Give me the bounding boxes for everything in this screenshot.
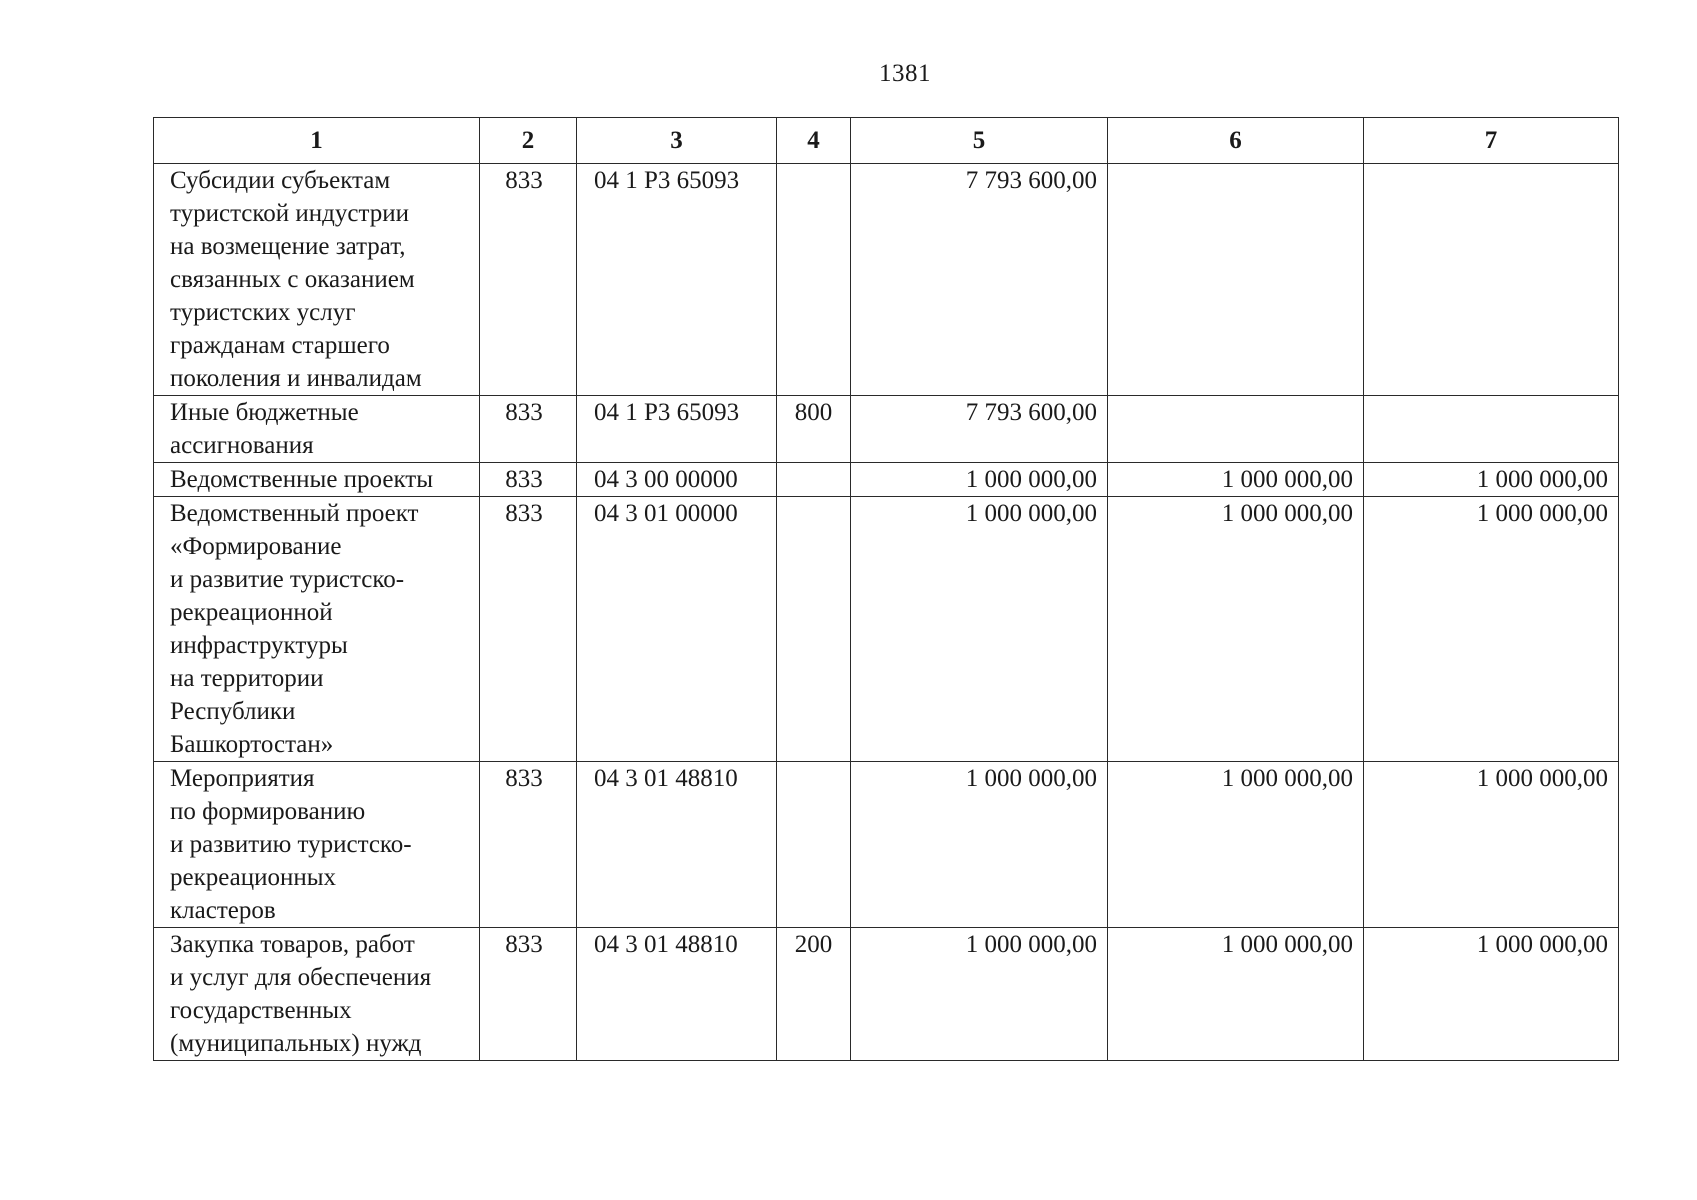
target-article-code: 04 1 Р3 65093 bbox=[577, 164, 777, 396]
row-name-line: туристских услуг bbox=[170, 299, 356, 326]
target-article-code: 04 1 Р3 65093 bbox=[577, 396, 777, 463]
amount-col-6 bbox=[1108, 396, 1364, 463]
target-article-code: 04 3 00 00000 bbox=[577, 463, 777, 497]
table-row bbox=[154, 762, 1619, 928]
amount-col-5: 1 000 000,00 bbox=[851, 497, 1108, 762]
page-number: 1381 bbox=[879, 60, 931, 87]
row-name-line: кластеров bbox=[170, 897, 276, 924]
table-row bbox=[154, 497, 1619, 762]
amount-col-5: 1 000 000,00 bbox=[851, 463, 1108, 497]
expense-type-code bbox=[777, 497, 851, 762]
ministry-code: 833 bbox=[480, 497, 577, 762]
expense-type-code bbox=[777, 762, 851, 928]
row-name bbox=[154, 497, 480, 762]
table-header bbox=[154, 118, 1619, 164]
column-header: 2 bbox=[480, 118, 577, 164]
row-name-line: Закупка товаров, работ bbox=[170, 931, 415, 958]
amount-col-5: 7 793 600,00 bbox=[851, 396, 1108, 463]
row-name-line: по формированию bbox=[170, 798, 366, 825]
row-name-line: Субсидии субъектам bbox=[170, 167, 391, 194]
expense-type-code: 200 bbox=[777, 928, 851, 1061]
row-name-line: туристской индустрии bbox=[170, 200, 409, 227]
amount-col-7: 1 000 000,00 bbox=[1364, 463, 1619, 497]
column-header: 6 bbox=[1108, 118, 1364, 164]
amount-col-7 bbox=[1364, 164, 1619, 396]
amount-col-6: 1 000 000,00 bbox=[1108, 463, 1364, 497]
row-name-line: Ведомственный проект bbox=[170, 500, 419, 527]
expense-type-code bbox=[777, 164, 851, 396]
row-name-line: ассигнования bbox=[170, 432, 314, 459]
row-name-line: и развитию туристско- bbox=[170, 831, 412, 858]
row-name bbox=[154, 762, 480, 928]
amount-col-7 bbox=[1364, 396, 1619, 463]
expense-type-code bbox=[777, 463, 851, 497]
ministry-code: 833 bbox=[480, 164, 577, 396]
amount-col-5: 1 000 000,00 bbox=[851, 928, 1108, 1061]
target-article-code: 04 3 01 00000 bbox=[577, 497, 777, 762]
row-name-line: связанных с оказанием bbox=[170, 266, 415, 293]
row-name-line: поколения и инвалидам bbox=[170, 365, 422, 392]
table-row bbox=[154, 928, 1619, 1061]
row-name bbox=[154, 396, 480, 463]
amount-col-6 bbox=[1108, 164, 1364, 396]
row-name-line: Республики bbox=[170, 698, 296, 725]
ministry-code: 833 bbox=[480, 762, 577, 928]
row-name-line: Ведомственные проекты bbox=[170, 466, 434, 493]
amount-col-5: 7 793 600,00 bbox=[851, 164, 1108, 396]
column-header: 1 bbox=[154, 118, 480, 164]
row-name-line: рекреационной bbox=[170, 599, 333, 626]
table-row bbox=[154, 463, 1619, 497]
amount-col-7: 1 000 000,00 bbox=[1364, 497, 1619, 762]
row-name bbox=[154, 928, 480, 1061]
amount-col-7: 1 000 000,00 bbox=[1364, 928, 1619, 1061]
amount-col-6: 1 000 000,00 bbox=[1108, 762, 1364, 928]
row-name bbox=[154, 463, 480, 497]
table-body bbox=[154, 164, 1619, 1061]
ministry-code: 833 bbox=[480, 463, 577, 497]
table-row bbox=[154, 164, 1619, 396]
amount-col-5: 1 000 000,00 bbox=[851, 762, 1108, 928]
amount-col-7: 1 000 000,00 bbox=[1364, 762, 1619, 928]
target-article-code: 04 3 01 48810 bbox=[577, 762, 777, 928]
row-name-line: гражданам старшего bbox=[170, 332, 390, 359]
row-name-line: Иные бюджетные bbox=[170, 399, 359, 426]
amount-col-6: 1 000 000,00 bbox=[1108, 497, 1364, 762]
column-header: 7 bbox=[1364, 118, 1619, 164]
budget-table bbox=[153, 117, 1619, 1061]
row-name-line: и развитие туристско- bbox=[170, 566, 405, 593]
column-header: 4 bbox=[777, 118, 851, 164]
target-article-code: 04 3 01 48810 bbox=[577, 928, 777, 1061]
expense-type-code: 800 bbox=[777, 396, 851, 463]
row-name-line: на территории bbox=[170, 665, 324, 692]
header-row bbox=[154, 118, 1619, 164]
row-name-line: Башкортостан» bbox=[170, 731, 334, 758]
amount-col-6: 1 000 000,00 bbox=[1108, 928, 1364, 1061]
row-name-line: Мероприятия bbox=[170, 765, 315, 792]
row-name bbox=[154, 164, 480, 396]
row-name-line: рекреационных bbox=[170, 864, 337, 891]
row-name-line: государственных bbox=[170, 997, 352, 1024]
row-name-line: инфраструктуры bbox=[170, 632, 348, 659]
row-name-line: «Формирование bbox=[170, 533, 342, 560]
column-header: 3 bbox=[577, 118, 777, 164]
row-name-line: (муниципальных) нужд bbox=[170, 1030, 422, 1057]
row-name-line: на возмещение затрат, bbox=[170, 233, 406, 260]
ministry-code: 833 bbox=[480, 396, 577, 463]
table-row bbox=[154, 396, 1619, 463]
column-header: 5 bbox=[851, 118, 1108, 164]
row-name-line: и услуг для обеспечения bbox=[170, 964, 432, 991]
ministry-code: 833 bbox=[480, 928, 577, 1061]
